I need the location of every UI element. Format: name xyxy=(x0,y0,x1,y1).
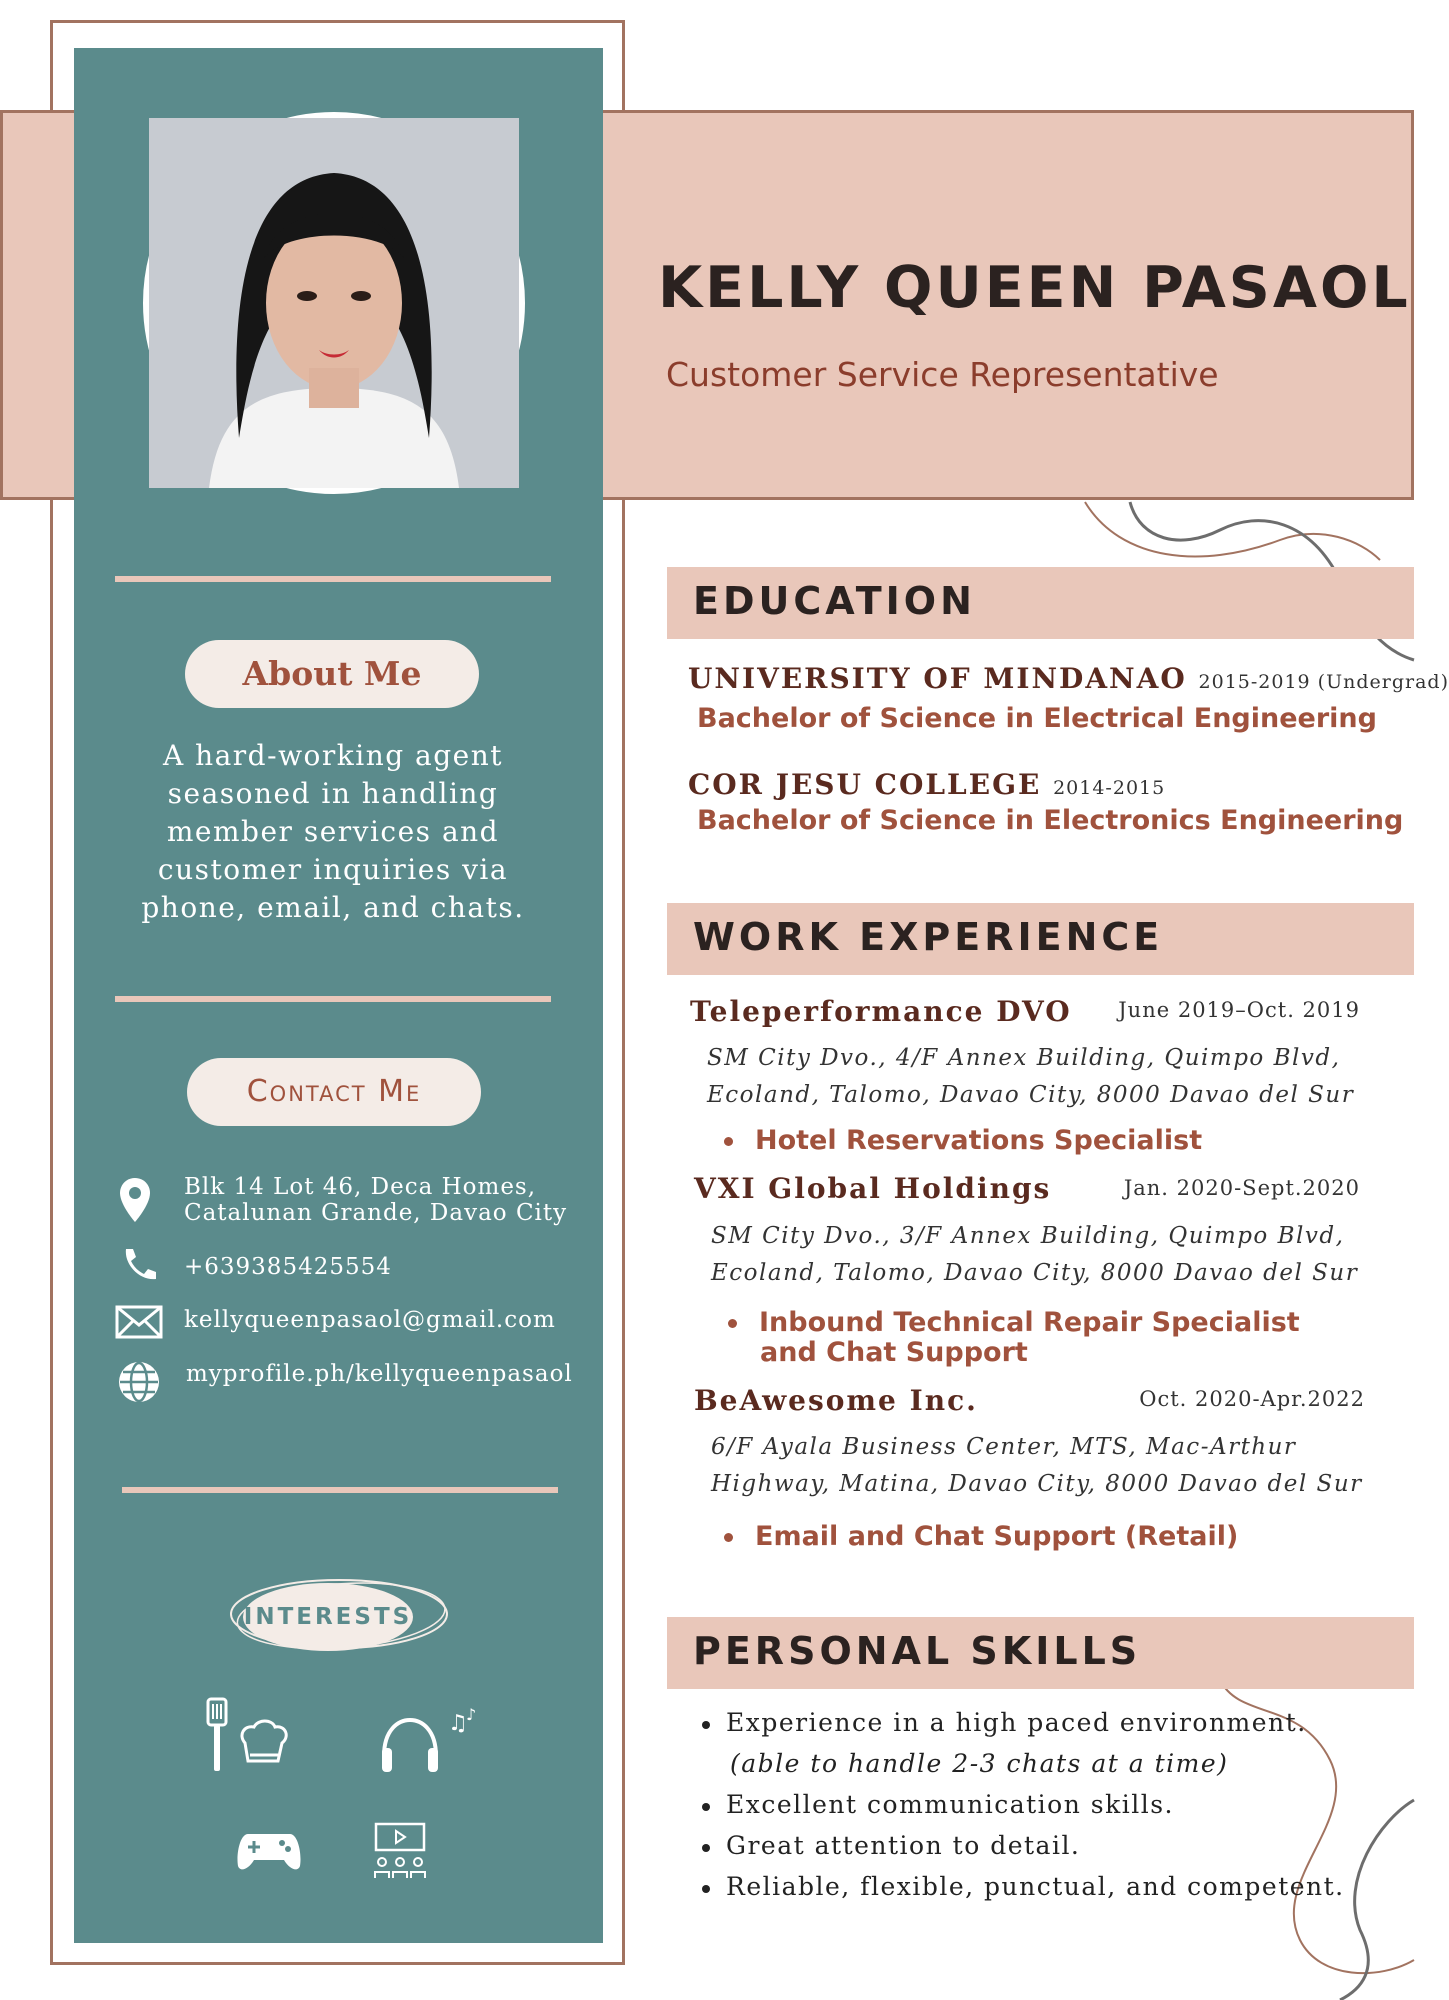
mail-icon xyxy=(115,1305,163,1339)
location-pin-icon xyxy=(118,1176,152,1224)
dates-3: Oct. 2020-Apr.2022 xyxy=(1139,1387,1365,1411)
role-2 xyxy=(728,1308,1300,1368)
music-headphones-icon xyxy=(378,1700,480,1780)
role-title: Inbound Technical Repair Specialist xyxy=(759,1307,1300,1338)
website-link[interactable]: myprofile.ph/kellyqueenpasaol xyxy=(186,1361,573,1387)
company-2: VXI Global Holdings xyxy=(694,1172,1052,1205)
about-text: A hard-working agent seasoned in handling member services and customer inquiries via phone, email, and chats. xyxy=(141,739,525,924)
degree-1: Bachelor of Science in Electrical Engineering xyxy=(697,703,1377,734)
address-3 xyxy=(711,1429,1366,1503)
address-line: Ecoland, Talomo, Davao City, 8000 Davao del Sur xyxy=(711,1260,1359,1286)
school-years: 2014-2015 xyxy=(1053,777,1166,799)
bullet-dot xyxy=(728,1319,737,1328)
skill-note: (able to handle 2-3 chats at a time) xyxy=(730,1749,1229,1778)
address-line: SM City Dvo., 3/F Annex Building, Quimpo Blvd, xyxy=(711,1223,1345,1249)
address-1 xyxy=(707,1040,1362,1114)
dates-1: June 2019–Oct. 2019 xyxy=(1118,998,1360,1022)
phone-number[interactable]: +639385425554 xyxy=(184,1254,392,1280)
skill-item: Reliable, flexible, punctual, and competent. xyxy=(702,1866,1345,1907)
email-address[interactable]: kellyqueenpasaol@gmail.com xyxy=(184,1307,556,1333)
address-line: Highway, Matina, Davao City, 8000 Davao del Sur xyxy=(711,1471,1363,1497)
skill-item: Experience in a high paced environment. xyxy=(702,1702,1345,1743)
address-line-2: Catalunan Grande, Davao City xyxy=(184,1200,568,1226)
candidate-role: Customer Service Representative xyxy=(666,355,1219,394)
role-1 xyxy=(724,1126,1202,1156)
address-line-1: Blk 14 Lot 46, Deca Homes, xyxy=(184,1174,537,1200)
globe-icon xyxy=(117,1360,161,1404)
address-line: SM City Dvo., 4/F Annex Building, Quimpo Blvd, xyxy=(707,1045,1341,1071)
sidebar-divider-1 xyxy=(115,576,551,582)
profile-photo xyxy=(143,112,525,494)
work-heading: WORK EXPERIENCE xyxy=(693,915,1164,959)
bullet-dot xyxy=(724,1137,733,1146)
school-1 xyxy=(688,662,1449,695)
interests-heading: INTERESTS xyxy=(243,1583,413,1651)
svg-text:♫: ♫ xyxy=(448,1711,468,1736)
sidebar-divider-3 xyxy=(122,1487,558,1493)
school-2 xyxy=(688,768,1165,801)
skills-band xyxy=(667,1617,1414,1689)
skill-item: Great attention to detail. xyxy=(702,1825,1345,1866)
degree-2: Bachelor of Science in Electronics Engineering xyxy=(697,805,1404,836)
svg-text:♪: ♪ xyxy=(466,1705,477,1724)
company-1: Teleperformance DVO xyxy=(690,995,1072,1028)
company-3: BeAwesome Inc. xyxy=(694,1384,978,1417)
address-line: 6/F Ayala Business Center, MTS, Mac-Arthur xyxy=(711,1434,1297,1460)
skills-heading: PERSONAL SKILLS xyxy=(693,1629,1142,1673)
role-3 xyxy=(724,1522,1238,1552)
candidate-name: KELLY QUEEN PASAOL xyxy=(658,255,1411,321)
skills-list xyxy=(702,1702,1345,1907)
education-band xyxy=(667,567,1414,639)
school-years: 2015-2019 (Undergrad) xyxy=(1198,671,1449,693)
school-name: UNIVERSITY OF MINDANAO xyxy=(688,662,1187,695)
gaming-icon xyxy=(236,1828,302,1872)
video-presentation-icon xyxy=(372,1822,430,1882)
role-title-cont: and Chat Support xyxy=(760,1337,1028,1368)
skill-item: Excellent communication skills. xyxy=(702,1784,1345,1825)
address-line: Ecoland, Talomo, Davao City, 8000 Davao del Sur xyxy=(707,1082,1355,1108)
about-heading: About Me xyxy=(185,640,479,708)
dates-2: Jan. 2020-Sept.2020 xyxy=(1123,1176,1360,1200)
bullet-dot xyxy=(724,1533,733,1542)
cooking-icon xyxy=(200,1695,296,1775)
role-title: Hotel Reservations Specialist xyxy=(755,1125,1203,1156)
education-heading: EDUCATION xyxy=(693,579,976,623)
phone-icon xyxy=(120,1247,158,1281)
role-title: Email and Chat Support (Retail) xyxy=(755,1521,1239,1552)
work-band xyxy=(667,903,1414,975)
contact-heading: Contact Me xyxy=(187,1058,481,1126)
school-name: COR JESU COLLEGE xyxy=(688,768,1042,801)
address-2 xyxy=(711,1218,1366,1292)
sidebar-divider-2 xyxy=(115,996,551,1002)
